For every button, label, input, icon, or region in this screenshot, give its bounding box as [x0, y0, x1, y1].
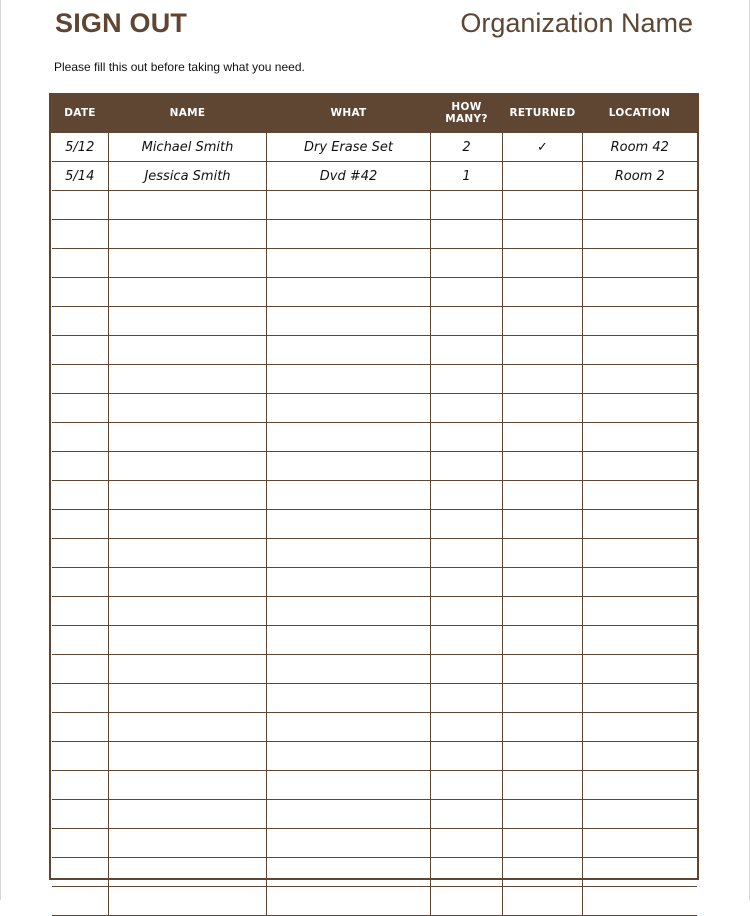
date-cell[interactable]	[52, 191, 109, 220]
table-row	[52, 220, 697, 249]
what-cell[interactable]	[267, 713, 431, 742]
how-many-cell[interactable]	[431, 481, 503, 510]
how-many-cell[interactable]	[431, 423, 503, 452]
name-cell[interactable]	[109, 278, 267, 307]
returned-cell[interactable]	[503, 278, 583, 307]
what-cell[interactable]	[267, 887, 431, 916]
location-cell[interactable]	[583, 626, 697, 655]
name-cell[interactable]	[109, 626, 267, 655]
what-cell[interactable]	[267, 423, 431, 452]
location-cell[interactable]	[583, 423, 697, 452]
returned-cell[interactable]	[503, 220, 583, 249]
returned-cell[interactable]	[503, 191, 583, 220]
how-many-cell[interactable]	[431, 597, 503, 626]
returned-cell[interactable]	[503, 336, 583, 365]
what-cell[interactable]	[267, 510, 431, 539]
how-many-cell[interactable]	[431, 307, 503, 336]
table-body	[52, 133, 697, 916]
date-cell[interactable]	[52, 887, 109, 916]
date-cell[interactable]	[52, 568, 109, 597]
date-cell[interactable]	[52, 510, 109, 539]
what-cell[interactable]	[267, 220, 431, 249]
date-cell[interactable]	[52, 452, 109, 481]
name-cell[interactable]	[109, 249, 267, 278]
how-many-cell[interactable]	[431, 858, 503, 887]
how-many-cell[interactable]	[431, 655, 503, 684]
how-many-cell[interactable]	[431, 510, 503, 539]
returned-cell[interactable]	[503, 713, 583, 742]
table-row	[52, 829, 697, 858]
returned-cell[interactable]	[503, 539, 583, 568]
location-cell[interactable]	[583, 481, 697, 510]
how-many-cell[interactable]	[431, 771, 503, 800]
returned-cell[interactable]	[503, 742, 583, 771]
location-cell[interactable]	[583, 800, 697, 829]
how-many-cell[interactable]	[431, 713, 503, 742]
location-cell[interactable]	[583, 365, 697, 394]
how-many-cell[interactable]	[431, 829, 503, 858]
name-cell[interactable]	[109, 539, 267, 568]
what-cell[interactable]	[267, 191, 431, 220]
table-row	[52, 365, 697, 394]
how-many-cell[interactable]	[431, 191, 503, 220]
date-cell[interactable]	[52, 713, 109, 742]
table-row	[52, 307, 697, 336]
location-cell[interactable]	[583, 655, 697, 684]
table-row	[52, 249, 697, 278]
name-cell[interactable]	[109, 858, 267, 887]
location-cell[interactable]	[583, 684, 697, 713]
name-cell[interactable]	[109, 684, 267, 713]
table-row	[52, 191, 697, 220]
table-row	[52, 742, 697, 771]
name-cell[interactable]	[109, 191, 267, 220]
what-cell[interactable]	[267, 249, 431, 278]
location-cell[interactable]	[583, 307, 697, 336]
name-cell[interactable]	[109, 423, 267, 452]
returned-cell[interactable]	[503, 858, 583, 887]
returned-cell[interactable]	[503, 365, 583, 394]
date-cell[interactable]: 5/14	[52, 162, 109, 191]
returned-cell[interactable]	[503, 162, 583, 191]
table-row	[52, 133, 697, 162]
what-cell[interactable]	[267, 278, 431, 307]
name-cell[interactable]: Jessica Smith	[109, 162, 267, 191]
how-many-cell[interactable]	[431, 626, 503, 655]
returned-cell[interactable]	[503, 655, 583, 684]
how-many-cell[interactable]	[431, 278, 503, 307]
table-row	[52, 597, 697, 626]
returned-cell[interactable]	[503, 481, 583, 510]
how-many-cell[interactable]	[431, 336, 503, 365]
returned-cell[interactable]	[503, 771, 583, 800]
table-row	[52, 887, 697, 916]
table-row	[52, 713, 697, 742]
location-cell[interactable]: Room 2	[583, 162, 697, 191]
date-cell[interactable]	[52, 481, 109, 510]
location-cell[interactable]	[583, 191, 697, 220]
date-cell[interactable]	[52, 307, 109, 336]
how-many-cell[interactable]	[431, 249, 503, 278]
table-row	[52, 539, 697, 568]
name-cell[interactable]	[109, 800, 267, 829]
what-cell[interactable]: Dvd #42	[267, 162, 431, 191]
what-cell[interactable]	[267, 771, 431, 800]
name-cell[interactable]	[109, 568, 267, 597]
column-header-how-many-label: HOW MANY?	[445, 100, 488, 125]
how-many-cell[interactable]: 1	[431, 162, 503, 191]
column-header-date: DATE	[52, 93, 109, 133]
location-cell[interactable]	[583, 452, 697, 481]
name-cell[interactable]	[109, 481, 267, 510]
organization-name: Organization Name	[460, 8, 693, 38]
what-cell[interactable]	[267, 597, 431, 626]
how-many-cell[interactable]	[431, 220, 503, 249]
name-cell[interactable]: Michael Smith	[109, 133, 267, 162]
column-header-what: WHAT	[267, 93, 431, 133]
table-row	[52, 336, 697, 365]
name-cell[interactable]	[109, 771, 267, 800]
name-cell[interactable]	[109, 887, 267, 916]
table-row	[52, 452, 697, 481]
sign-out-table-container	[49, 93, 699, 880]
location-cell[interactable]: Room 42	[583, 133, 697, 162]
date-cell[interactable]	[52, 771, 109, 800]
returned-cell[interactable]	[503, 887, 583, 916]
date-cell[interactable]	[52, 858, 109, 887]
location-cell[interactable]	[583, 713, 697, 742]
table-row	[52, 278, 697, 307]
what-cell[interactable]	[267, 655, 431, 684]
how-many-cell[interactable]	[431, 800, 503, 829]
date-cell[interactable]	[52, 742, 109, 771]
location-cell[interactable]	[583, 597, 697, 626]
table-row	[52, 800, 697, 829]
returned-cell[interactable]	[503, 423, 583, 452]
name-cell[interactable]	[109, 336, 267, 365]
name-cell[interactable]	[109, 220, 267, 249]
table-row	[52, 481, 697, 510]
what-cell[interactable]	[267, 742, 431, 771]
how-many-cell[interactable]	[431, 568, 503, 597]
how-many-cell[interactable]: 2	[431, 133, 503, 162]
table-row	[52, 655, 697, 684]
column-header-how-many	[431, 93, 503, 133]
name-cell[interactable]	[109, 452, 267, 481]
name-cell[interactable]	[109, 510, 267, 539]
location-cell[interactable]	[583, 278, 697, 307]
what-cell[interactable]	[267, 800, 431, 829]
column-header-returned: RETURNED	[503, 93, 583, 133]
date-cell[interactable]	[52, 423, 109, 452]
what-cell[interactable]	[267, 626, 431, 655]
location-cell[interactable]	[583, 771, 697, 800]
date-cell[interactable]	[52, 684, 109, 713]
how-many-cell[interactable]	[431, 539, 503, 568]
location-cell[interactable]	[583, 568, 697, 597]
what-cell[interactable]	[267, 336, 431, 365]
name-cell[interactable]	[109, 394, 267, 423]
location-cell[interactable]	[583, 220, 697, 249]
returned-cell[interactable]: ✓	[503, 133, 583, 162]
date-cell[interactable]	[52, 626, 109, 655]
what-cell[interactable]	[267, 452, 431, 481]
location-cell[interactable]	[583, 394, 697, 423]
what-cell[interactable]	[267, 394, 431, 423]
returned-cell[interactable]	[503, 307, 583, 336]
returned-cell[interactable]	[503, 684, 583, 713]
table-row	[52, 394, 697, 423]
table-row	[52, 771, 697, 800]
column-header-location: LOCATION	[583, 93, 697, 133]
name-cell[interactable]	[109, 365, 267, 394]
returned-cell[interactable]	[503, 800, 583, 829]
location-cell[interactable]	[583, 249, 697, 278]
date-cell[interactable]	[52, 249, 109, 278]
table-row	[52, 626, 697, 655]
location-cell[interactable]	[583, 336, 697, 365]
table-row	[52, 423, 697, 452]
table-header-row	[52, 93, 697, 133]
name-cell[interactable]	[109, 655, 267, 684]
what-cell[interactable]	[267, 858, 431, 887]
how-many-cell[interactable]	[431, 394, 503, 423]
returned-cell[interactable]	[503, 394, 583, 423]
returned-cell[interactable]	[503, 597, 583, 626]
returned-cell[interactable]	[503, 249, 583, 278]
how-many-cell[interactable]	[431, 742, 503, 771]
sign-out-table	[51, 93, 697, 916]
location-cell[interactable]	[583, 829, 697, 858]
table-row	[52, 510, 697, 539]
date-cell[interactable]	[52, 336, 109, 365]
column-header-name: NAME	[109, 93, 267, 133]
location-cell[interactable]	[583, 858, 697, 887]
name-cell[interactable]	[109, 829, 267, 858]
date-cell[interactable]	[52, 655, 109, 684]
location-cell[interactable]	[583, 539, 697, 568]
how-many-cell[interactable]	[431, 452, 503, 481]
date-cell[interactable]	[52, 597, 109, 626]
date-cell[interactable]: 5/12	[52, 133, 109, 162]
what-cell[interactable]	[267, 539, 431, 568]
what-cell[interactable]	[267, 829, 431, 858]
what-cell[interactable]	[267, 307, 431, 336]
page-title: SIGN OUT	[55, 8, 188, 38]
returned-cell[interactable]	[503, 452, 583, 481]
name-cell[interactable]	[109, 597, 267, 626]
date-cell[interactable]	[52, 278, 109, 307]
location-cell[interactable]	[583, 510, 697, 539]
table-row	[52, 858, 697, 887]
what-cell[interactable]: Dry Erase Set	[267, 133, 431, 162]
how-many-cell[interactable]	[431, 365, 503, 394]
date-cell[interactable]	[52, 829, 109, 858]
date-cell[interactable]	[52, 800, 109, 829]
returned-cell[interactable]	[503, 829, 583, 858]
date-cell[interactable]	[52, 365, 109, 394]
table-row	[52, 684, 697, 713]
table-row	[52, 568, 697, 597]
what-cell[interactable]	[267, 481, 431, 510]
how-many-cell[interactable]	[431, 887, 503, 916]
date-cell[interactable]	[52, 394, 109, 423]
location-cell[interactable]	[583, 742, 697, 771]
table-row	[52, 162, 697, 191]
returned-cell[interactable]	[503, 510, 583, 539]
date-cell[interactable]	[52, 539, 109, 568]
date-cell[interactable]	[52, 220, 109, 249]
location-cell[interactable]	[583, 887, 697, 916]
name-cell[interactable]	[109, 713, 267, 742]
what-cell[interactable]	[267, 684, 431, 713]
name-cell[interactable]	[109, 742, 267, 771]
returned-cell[interactable]	[503, 626, 583, 655]
name-cell[interactable]	[109, 307, 267, 336]
returned-cell[interactable]	[503, 568, 583, 597]
instructions-text: Please fill this out before taking what you need.	[54, 60, 305, 74]
what-cell[interactable]	[267, 568, 431, 597]
how-many-cell[interactable]	[431, 684, 503, 713]
what-cell[interactable]	[267, 365, 431, 394]
page-edge-left	[0, 0, 1, 900]
